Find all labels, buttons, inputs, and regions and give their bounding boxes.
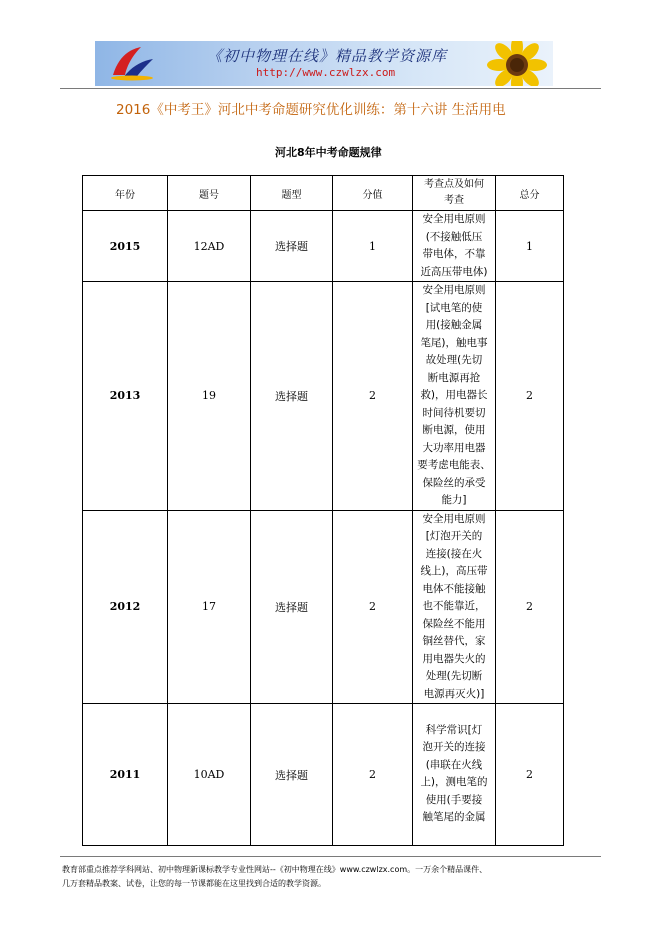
header-divider [60,88,601,89]
year-cell: 2012 [83,510,168,704]
table-row [83,510,564,704]
question-number-cell: 10AD [168,704,251,846]
exam-point-cell: 安全用电原则 [试电笔的使 用(接触金属 笔尾)，触电事 故处理(先切 断电源再抢 救)，用电器长 时间待机要切 断电源，使用 大功率用电器 要考虑电能表、 保险丝的承受 能力] [413,282,496,511]
sunflower-icon [477,41,547,86]
total-score-cell: 2 [496,282,564,511]
exam-statistics-table [82,175,564,846]
column-header: 总分 [496,176,564,211]
exam-point-text: 科学常识[灯 泡开关的连接 (串联在火线 上)，测电笔的 使用(手要接 触笔尾的金属 [420,723,488,823]
exam-point-cell: 安全用电原则 (不接触低压 带电体，不靠 近高压带电体) [413,211,496,282]
column-header: 年份 [83,176,168,211]
footer-divider [60,856,601,857]
total-score-cell: 2 [496,704,564,846]
table-row [83,282,564,511]
column-header: 题型 [251,176,333,211]
year-cell: 2015 [83,211,168,282]
footer-line-2: 几万套精品教案、试卷，让您的每一节课都能在这里找到合适的教学资源。 [62,879,326,888]
year-cell: 2013 [83,282,168,511]
column-header: 题号 [168,176,251,211]
exam-point-cell: 安全用电原则 [灯泡开关的 连接(接在火 线上)，高压带 电体不能接触 也不能靠近， 保险丝不能用 铜丝替代，家 用电器失火的 处理(先切断 电源再灭火)] [413,510,496,704]
year-cell: 2011 [83,704,168,846]
column-header: 分值 [333,176,413,211]
question-type-cell: 选择题 [251,510,333,704]
table-header-row [83,176,564,211]
document-title: 2016《中考王》河北中考命题研究优化训练：第十六讲 生活用电 [116,102,506,118]
footer [62,863,602,891]
total-score-cell: 2 [496,510,564,704]
question-number-cell: 17 [168,510,251,704]
total-score-cell: 1 [496,211,564,282]
question-number-cell: 12AD [168,211,251,282]
table-row [83,704,564,846]
site-logo-icon [109,45,155,81]
column-header: 考查点及如何 考查 [413,176,496,211]
banner-title: 《初中物理在线》精品教学资源库 [207,47,448,65]
table-row [83,211,564,282]
score-cell: 2 [333,510,413,704]
score-cell: 2 [333,282,413,511]
question-type-cell: 选择题 [251,211,333,282]
exam-point-cell [413,704,496,846]
question-type-cell: 选择题 [251,704,333,846]
header-banner [95,41,553,86]
question-number-cell: 19 [168,282,251,511]
score-cell: 1 [333,211,413,282]
question-type-cell: 选择题 [251,282,333,511]
table-caption: 河北8年中考命题规律 [275,146,382,159]
score-cell: 2 [333,704,413,846]
footer-line-1: 教育部重点推荐学科网站、初中物理新课标教学专业性网站--《初中物理在线》www.czwlzx.com。一万余个精品课件、 [62,865,488,874]
banner-url[interactable]: http://www.czwlzx.com [256,66,396,79]
